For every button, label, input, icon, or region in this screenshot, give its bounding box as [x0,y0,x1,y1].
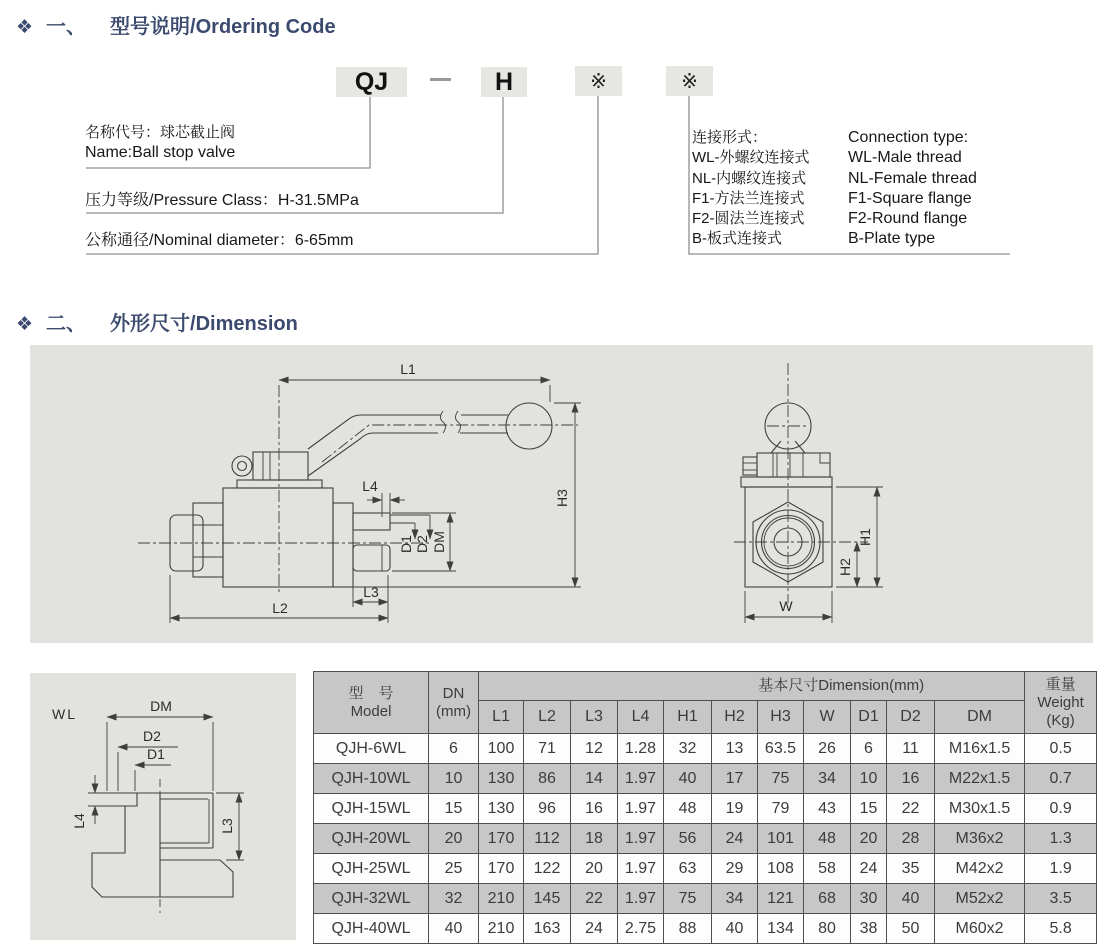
handle-pivot [232,456,252,476]
cell-model: QJH-6WL [314,734,429,764]
dim-label-d1: D1 [147,746,165,762]
cell-model: QJH-15WL [314,794,429,824]
wl-connection-section-view [30,673,296,940]
table-row: QJH-40WL 40 210 163 24 2.75 88 40 134 80 38 50 M60x2 5.8 [314,914,1097,944]
wl-view-label: WL [52,706,77,722]
connection-en-line: F1-Square flange [848,189,972,207]
handle-ball [506,403,552,449]
header-col-d2: D2 [887,701,935,734]
cell-model: QJH-10WL [314,764,429,794]
table-row: QJH-20WL 20 170 112 18 1.97 56 24 101 48 20 28 M36x2 1.3 [314,824,1097,854]
wl-detail-panel [30,673,296,940]
dim-label-l3: L3 [363,584,379,600]
connection-en-line: B-Plate type [848,230,936,248]
connection-zh-line: F2-圆法兰连接式 [692,210,805,228]
section1-title-text: 型号说明/Ordering Code [110,16,336,38]
right-port-thread [353,513,390,530]
code-box-series: QJ [336,67,407,97]
dim-label-h1: H1 [857,528,873,546]
section1-title [16,10,336,39]
dimension-table [313,671,1097,944]
connection-types-zh [692,128,810,250]
connection-en-line: Connection type: [848,129,969,146]
connection-zh-line: 连接形式： [692,129,768,146]
connection-zh-line: F1-方法兰连接式 [692,189,805,207]
header-col-l1: L1 [479,701,524,734]
handle-clamp-front [757,453,830,477]
valve-front-view [734,363,883,623]
code-box-connection: ※ [666,66,713,96]
valve-dimension-drawing [30,345,1093,643]
header-col-h1: H1 [664,701,712,734]
section1-index: 一、 [46,16,87,38]
header-dimension-span: 基本尺寸Dimension(mm) [479,672,1025,701]
table-row: QJH-10WL 10 130 86 14 1.97 40 17 75 34 10 16 M22x1.5 0.7 [314,764,1097,794]
table-row: QJH-6WL 6 100 71 12 1.28 32 13 63.5 26 6 11 M16x1.5 0.5 [314,734,1097,764]
dimension-drawing-panel [30,345,1093,643]
dim-label-d2: D2 [143,728,161,744]
dim-label-l4: L4 [362,478,378,494]
handle-clamp [253,452,308,480]
cell-model: QJH-32WL [314,884,429,914]
valve-handle [308,403,552,476]
connection-zh-line: B-板式连接式 [692,230,783,248]
header-col-h2: H2 [712,701,758,734]
header-col-h3: H3 [758,701,804,734]
section2-index: 二、 [46,313,87,335]
pressure-class-label: 压力等级/Pressure Class：H-31.5MPa [85,192,359,209]
cell-model: QJH-40WL [314,914,429,944]
dim-label-l1: L1 [400,361,416,377]
nominal-diameter-label: 公称通径/Nominal diameter：6-65mm [85,232,354,249]
header-dn [429,672,479,734]
name-label-zh: 名称代号：球芯截止阀 [85,124,236,141]
header-col-l3: L3 [571,701,618,734]
header-col-d1: D1 [851,701,887,734]
wl-section-profile [88,779,233,913]
dim-label-dm: DM [431,531,447,553]
section2-title-text: 外形尺寸/Dimension [110,313,298,335]
dim-label-d2: D2 [414,535,430,553]
header-weight-unit: (Kg) [1046,711,1075,729]
dim-label-w: W [779,598,793,614]
header-model [314,672,429,734]
header-weight [1025,672,1097,734]
code-box-pressure: H [481,67,527,97]
dim-label-l2: L2 [272,600,288,616]
connection-en-line: NL-Female thread [848,169,977,187]
header-col-dm: DM [935,701,1025,734]
cell-model: QJH-20WL [314,824,429,854]
connection-types-en [848,128,977,250]
connection-en-line: WL-Male thread [848,149,962,167]
header-col-l4: L4 [618,701,664,734]
header-model-en: Model [350,702,392,720]
header-col-w: W [804,701,851,734]
connection-zh-line: WL-外螺纹连接式 [692,149,810,167]
connection-en-line: F2-Round flange [848,210,968,228]
dim-label-l3: L3 [219,818,235,834]
valve-body [223,488,333,587]
header-dn-line1: DN [442,684,465,702]
table-row: QJH-25WL 25 170 122 20 1.97 63 29 108 58 24 35 M42x2 1.9 [314,854,1097,884]
header-weight-en: Weight [1037,693,1084,711]
table-row: QJH-32WL 32 210 145 22 1.97 75 34 121 68 30 40 M52x2 3.5 [314,884,1097,914]
dim-label-l4: L4 [71,813,87,829]
dim-label-h2: H2 [837,558,853,576]
section2-title [16,307,298,336]
table-row: QJH-15WL 15 130 96 16 1.97 48 19 79 43 15 22 M30x1.5 0.9 [314,794,1097,824]
name-label-en: Name:Ball stop valve [85,144,236,161]
valve-side-view [138,361,581,623]
cell-model: QJH-25WL [314,854,429,884]
dim-label-dm: DM [150,698,172,714]
connection-zh-line: NL-内螺纹连接式 [692,169,807,187]
code-dash-separator [430,78,451,81]
right-port-flange [333,503,353,587]
header-model-zh: 型 号 [348,684,394,702]
code-box-diameter: ※ [575,66,622,96]
dim-label-h3: H3 [554,489,570,507]
left-hex-nut [193,503,223,577]
header-weight-zh: 重量 [1045,675,1076,693]
header-col-l2: L2 [524,701,571,734]
diamond-icon: ❖ [16,313,34,335]
dim-label-d1: D1 [398,535,414,553]
diamond-icon: ❖ [16,16,34,38]
header-dn-line2: (mm) [436,702,471,720]
